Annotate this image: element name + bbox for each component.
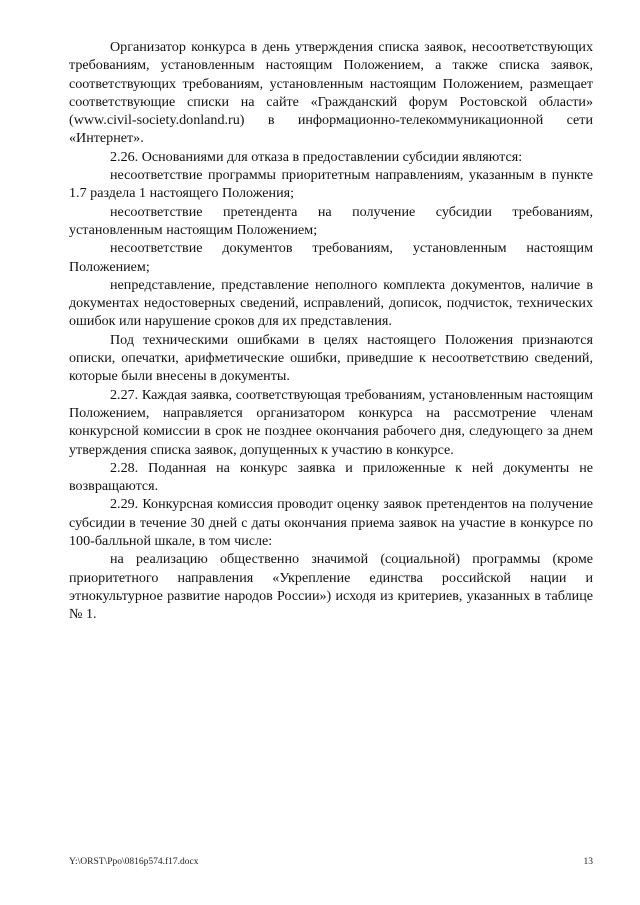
paragraph-applicant-mismatch: несоответствие претендента на получение субсидии требованиям, установленным настоящим Положением; [69,203,593,238]
paragraph-organizer-publishes-lists: Организатор конкурса в день утверждения списка заявок, несоответствующих требованиям, установленным настоящим Положением, а также списка заявок, соответствующих требованиям, установленным настоящим Положением, размещает соответствующие списки на сайте «Гражданский форум Ростовской области» (www.civil-society.donland.ru) в информационно-телекоммуникационной сети «Интернет». [69,39,593,147]
paragraph-2-28-not-returned: 2.28. Поданная на конкурс заявка и приложенные к ней документы не возвращаются. [69,459,593,495]
paragraph-2-26-refusal-grounds: 2.26. Основаниями для отказа в предоставлении субсидии являются: [110,148,523,165]
document-body [69,38,593,624]
paragraph-incomplete-documents: непредставление, представление неполного комплекта документов, наличие в документах недостоверных сведений, исправлений, дописок, подчисток, технических ошибок или нарушение сроков для их представления. [69,276,593,330]
paragraph-social-program-criteria: на реализацию общественно значимой (социальной) программы (кроме приоритетного направления «Укрепление единства российской нации и этнокультурное развитие народов России») исходя из критериев, указанных в таблице № 1. [69,551,593,623]
footer-file-path: Y:\ORST\Ppo\0816p574.f17.docx [69,857,199,867]
paragraph-2-29-evaluation: 2.29. Конкурсная комиссия проводит оценку заявок претендентов на получение субсидии в течение 30 дней с даты окончания приема заявок на участие в конкурсе по 100-балльной шкале, в том числе: [69,496,593,550]
paragraph-2-27-application-review: 2.27. Каждая заявка, соответствующая требованиям, установленным настоящим Положением, направляется организатором конкурса на рассмотрение членам конкурсной комиссии в срок не позднее окончания рабочего дня, следующего за днем утверждения списка заявок, допущенных к участию в конкурсе. [69,386,593,458]
paragraph-documents-mismatch: несоответствие документов требованиям, установленным настоящим Положением; [69,240,593,275]
paragraph-program-mismatch: несоответствие программы приоритетным направлениям, указанным в пункте 1.7 раздела 1 настоящего Положения; [69,167,593,202]
paragraph-technical-errors: Под техническими ошибками в целях настоящего Положения признаются описки, опечатки, арифметические ошибки, приведшие к несоответствию сведений, которые были внесены в документы. [69,331,593,385]
page-number: 13 [583,857,593,867]
